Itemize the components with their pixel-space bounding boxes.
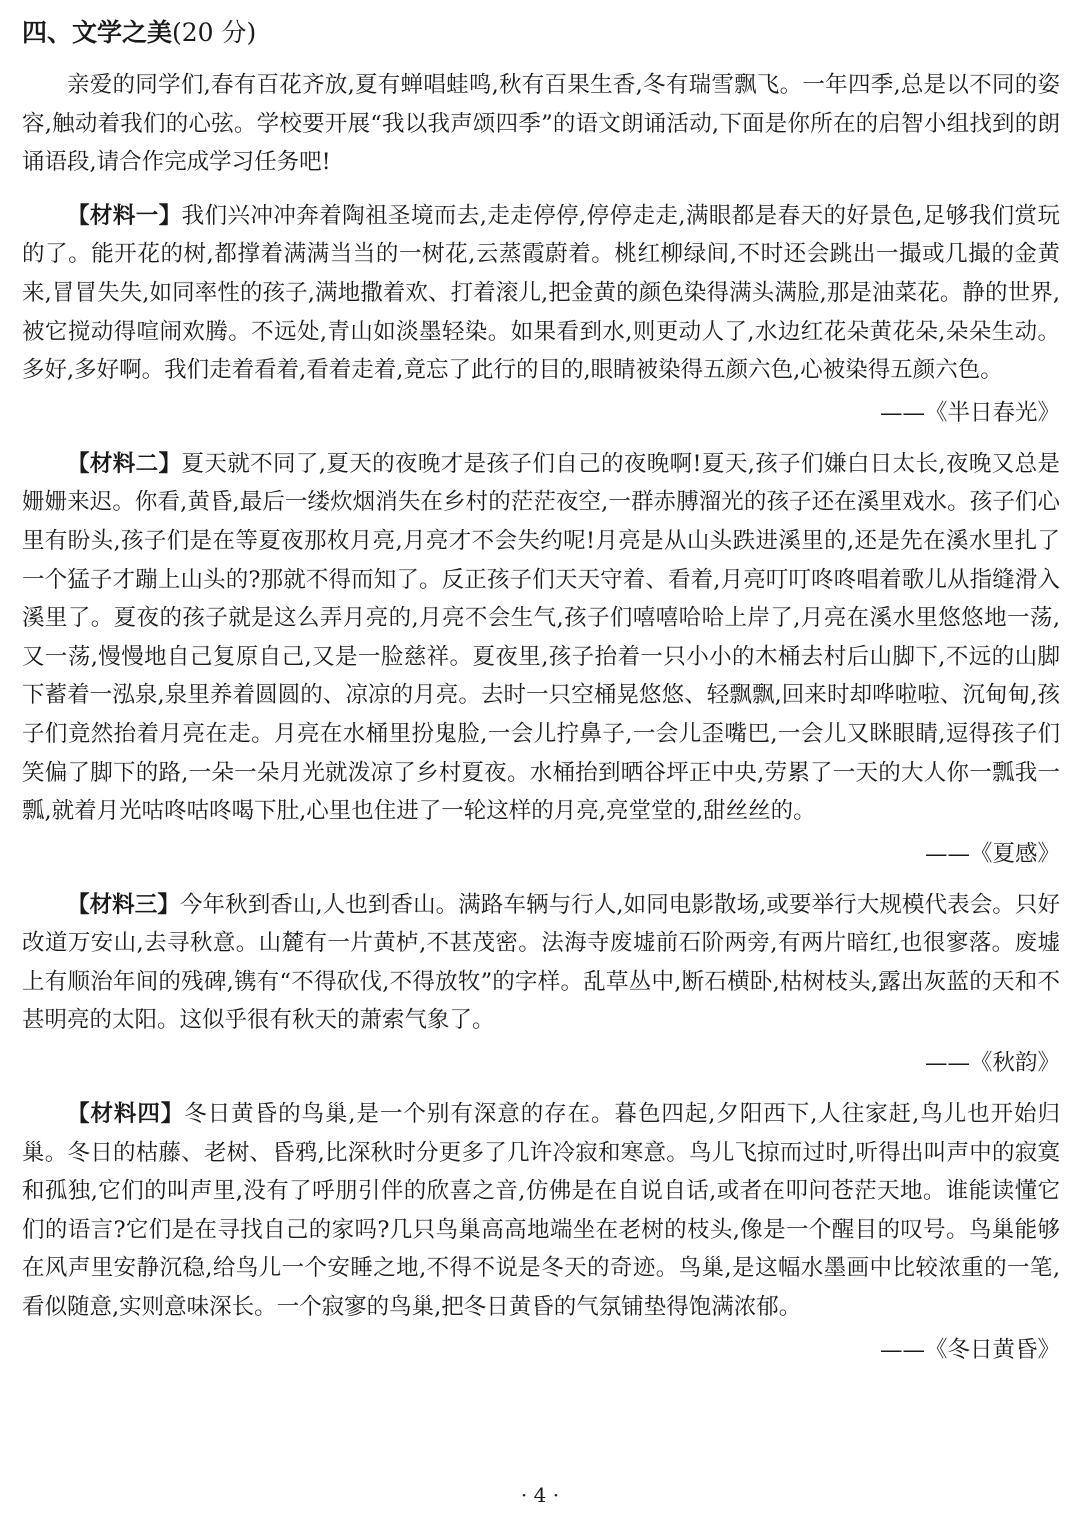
material-1 bbox=[22, 197, 1060, 430]
material-paragraph bbox=[22, 197, 1060, 390]
material-source: ——《半日春光》 bbox=[879, 399, 1060, 426]
material-3 bbox=[22, 886, 1060, 1080]
material-label: 【材料二】 bbox=[67, 450, 182, 477]
material-paragraph bbox=[22, 445, 1060, 831]
section-title bbox=[22, 14, 1060, 52]
material-source: ——《夏感》 bbox=[924, 840, 1060, 867]
material-text: 我们兴冲冲奔着陶祖圣境而去,走走停停,停停走走,满眼都是春天的好景色,足够我们赏玩的了。能开花的树,都撑着满满当当的一树花,云蒸霞蔚着。桃红柳绿间,不时还会跳出一撮或几撮的金黄来,冒冒失失,如同率性的孩子,满地撒着欢、打着滚儿,把金黄的颜色染得满头满脸,那是油菜花。静的世界,被它搅动得喧闹欢腾。不远处,青山如淡墨轻染。如果看到水,则更动人了,水边红花朵黄花朵,朵朵生动。多好,多好啊。我们走着看着,看着走着,竟忘了此行的目的,眼睛被染得五颜六色,心被染得五颜六色。 bbox=[22, 202, 1060, 384]
material-source: ——《秋韵》 bbox=[924, 1050, 1060, 1077]
material-paragraph bbox=[22, 1095, 1060, 1327]
material-2 bbox=[22, 445, 1060, 871]
section-heading: 四、文学之美 bbox=[22, 18, 173, 47]
material-paragraph bbox=[22, 886, 1060, 1040]
material-text: 今年秋到香山,人也到香山。满路车辆与行人,如同电影散场,或要举行大规模代表会。只好改道万安山,去寻秋意。山麓有一片黄栌,不甚茂密。法海寺废墟前石阶两旁,有两片暗红,也很寥落。废墟上有顺治年间的残碑,镌有“不得砍伐,不得放牧”的字样。乱草丛中,断石横卧,枯树枝头,露出灰蓝的天和不甚明亮的太阳。这似乎很有秋天的萧索气象了。 bbox=[22, 891, 1060, 1034]
material-text: 夏天就不同了,夏天的夜晚才是孩子们自己的夜晚啊!夏天,孩子们嫌白日太长,夜晚又总是姗姗来迟。你看,黄昏,最后一缕炊烟消失在乡村的茫茫夜空,一群赤膊溜光的孩子还在溪里戏水。孩子们心里有盼头,孩子们是在等夏夜那枚月亮,月亮才不会失约呢!月亮是从山头跌进溪里的,还是先在溪水里扎了一个猛子才蹦上山头的?那就不得而知了。反正孩子们天天守着、看着,月亮叮叮咚咚唱着歌儿从指缝滑入溪里了。夏夜的孩子就是这么弄月亮的,月亮不会生气,孩子们嘻嘻哈哈上岸了,月亮在溪水里悠悠地一荡,又一荡,慢慢地自己复原自己,又是一脸慈祥。夏夜里,孩子抬着一只小小的木桶去村后山脚下,不远的山脚下蓄着一泓泉,泉里养着圆圆的、凉凉的月亮。去时一只空桶晃悠悠、轻飘飘,回来时却哗啦啦、沉甸甸,孩子们竟然抬着月亮在走。月亮在水桶里扮鬼脸,一会儿拧鼻子,一会儿歪嘴巴,一会儿又眯眼睛,逗得孩子们笑偏了脚下的路,一朵一朵月光就泼凉了乡村夏夜。水桶抬到晒谷坪正中央,劳累了一天的大人你一瓢我一瓢,就着月光咕咚咕咚喝下肚,心里也住进了一轮这样的月亮,亮堂堂的,甜丝丝的。 bbox=[22, 450, 1060, 825]
material-label: 【材料一】 bbox=[67, 202, 182, 229]
section-score: (20 分) bbox=[172, 18, 257, 47]
intro-paragraph: 亲爱的同学们,春有百花齐放,夏有蝉唱蛙鸣,秋有百果生香,冬有瑞雪飘飞。一年四季,总是以不同的姿容,触动着我们的心弦。学校要开展“我以我声颂四季”的语文朗诵活动,下面是你所在的启智小组找到的朗诵语段,请合作完成学习任务吧! bbox=[22, 72, 1060, 176]
exam-page bbox=[22, 14, 1060, 1367]
material-text: 冬日黄昏的鸟巢,是一个别有深意的存在。暮色四起,夕阳西下,人往家赶,鸟儿也开始归巢。冬日的枯藤、老树、昏鸦,比深秋时分更多了几许冷寂和寒意。鸟儿飞掠而过时,听得出叫声中的寂寞和孤独,它们的叫声里,没有了呼朋引伴的欣喜之音,仿佛是在自说自话,或者在叩问苍茫天地。谁能读懂它们的语言?它们是在寻找自己的家吗?几只鸟巢高高地端坐在老树的枝头,像是一个醒目的叹号。鸟巢能够在风声里安静沉稳,给鸟儿一个安睡之地,不得不说是冬天的奇迹。鸟巢,是这幅水墨画中比较浓重的一笔,看似随意,实则意味深长。一个寂寥的鸟巢,把冬日黄昏的气氛铺垫得饱满浓郁。 bbox=[22, 1101, 1060, 1321]
page-number: · 4 · bbox=[520, 1483, 560, 1507]
material-label: 【材料三】 bbox=[67, 891, 180, 918]
material-4 bbox=[22, 1095, 1060, 1367]
material-source: ——《冬日黄昏》 bbox=[879, 1336, 1060, 1363]
material-label: 【材料四】 bbox=[67, 1101, 185, 1128]
